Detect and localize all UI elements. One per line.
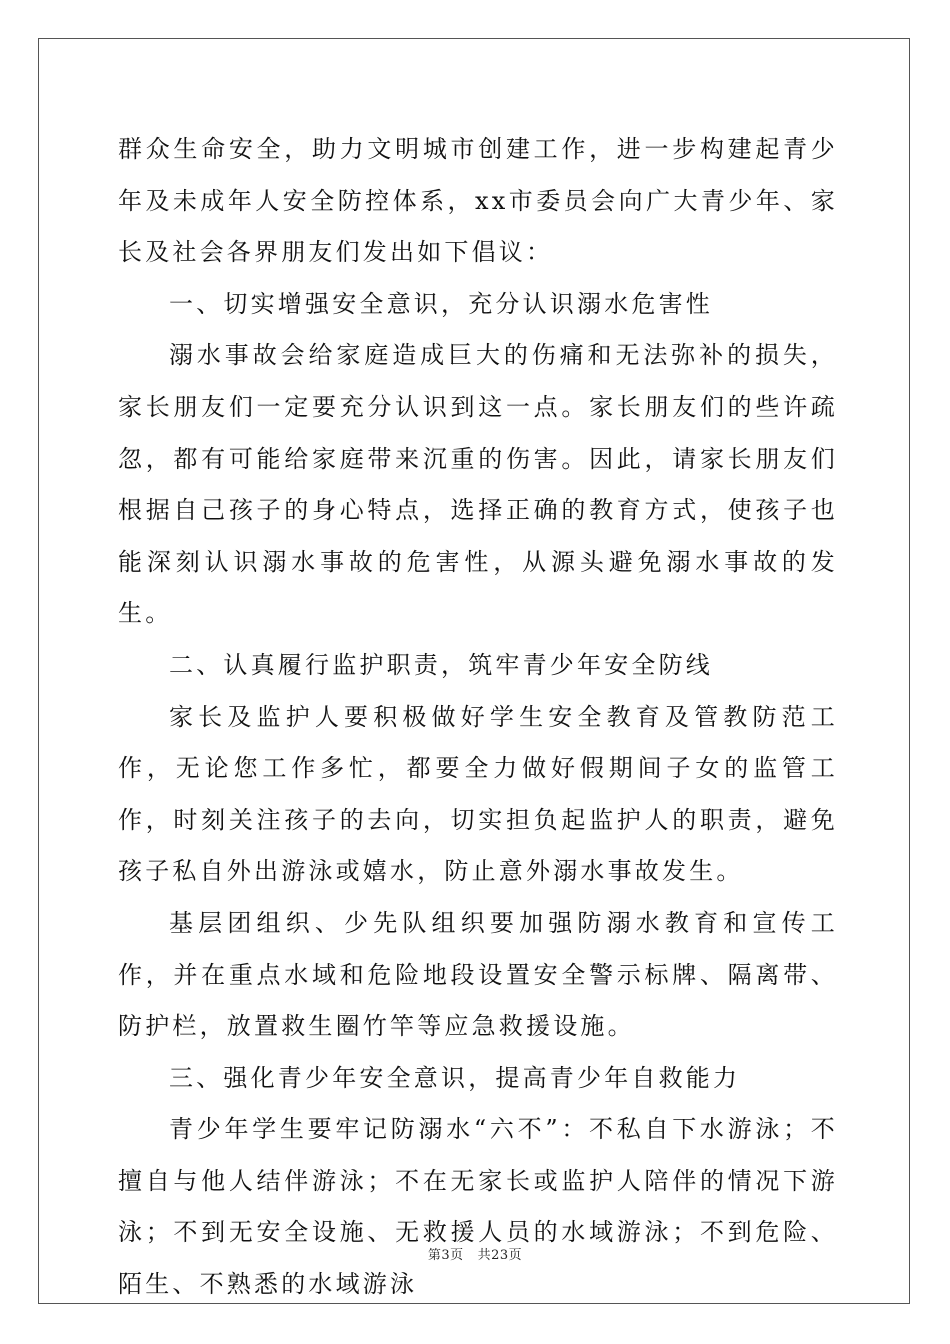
document-body (118, 124, 838, 1311)
paragraph-5: 青少年学生要牢记防溺水“六不”：不私自下水游泳；不擅自与他人结伴游泳；不在无家长或监护人陪伴的情况下游泳；不到无安全设施、无救援人员的水域游泳；不到危险、陌生、不熟悉的水域游泳 (118, 1115, 838, 1299)
page-number: 第3页 (427, 1248, 464, 1263)
section-heading-3: 三、强化青少年安全意识，提高青少年自救能力 (169, 1063, 741, 1092)
paragraph-3: 家长及监护人要积极做好学生安全教育及管教防范工作，无论您工作多忙，都要全力做好假期间子女的监管工作，时刻关注孩子的去向，切实担负起监护人的职责，避免孩子私自外出游泳或嬉水，防止意外溺水事故发生。 (118, 702, 838, 886)
paragraph-1: 群众生命安全，助力文明城市创建工作，进一步构建起青少年及未成年人安全防控体系，xx市委员会向广大青少年、家长及社会各界朋友们发出如下倡议： (118, 135, 838, 267)
paragraph-2: 溺水事故会给家庭造成巨大的伤痛和无法弥补的损失，家长朋友们一定要充分认识到这一点。家长朋友们的些许疏忽，都有可能给家庭带来沉重的伤害。因此，请家长朋友们根据自己孩子的身心特点，选择正确的教育方式，使孩子也能深刻认识溺水事故的危害性，从源头避免溺水事故的发生。 (118, 341, 838, 628)
page-footer (0, 1244, 950, 1263)
paragraph-4: 基层团组织、少先队组织要加强防溺水教育和宣传工作，并在重点水域和危险地段设置安全警示标牌、隔离带、防护栏，放置救生圈竹竿等应急救援设施。 (118, 908, 838, 1041)
page-total: 共23页 (477, 1248, 523, 1263)
section-heading-1: 一、切实增强安全意识，充分认识溺水危害性 (169, 289, 713, 318)
section-heading-2: 二、认真履行监护职责，筑牢青少年安全防线 (169, 650, 713, 679)
